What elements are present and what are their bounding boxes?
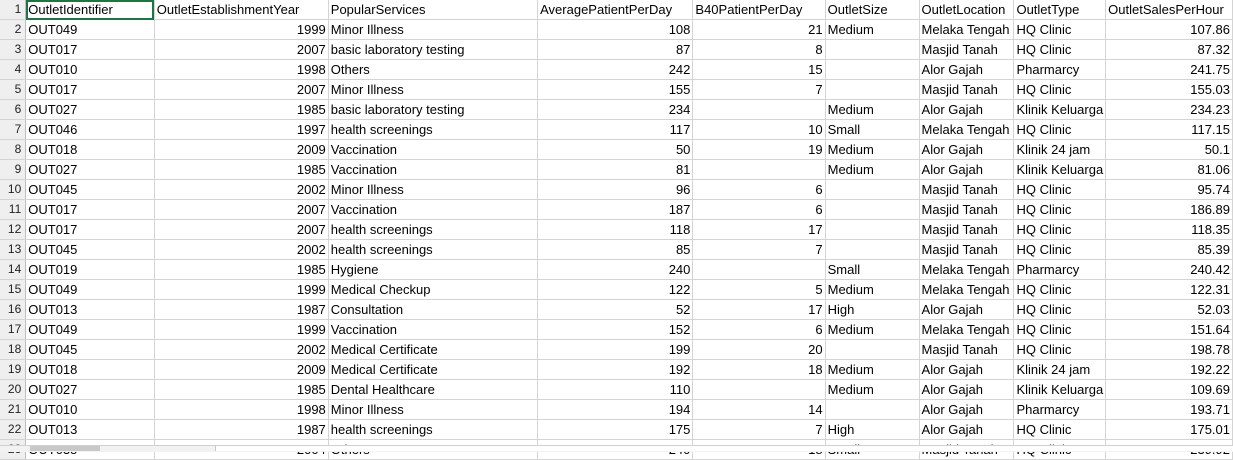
row-number[interactable]: 16 (0, 300, 26, 320)
data-cell[interactable]: HQ Clinic (1014, 320, 1106, 340)
data-cell[interactable]: 234.23 (1106, 100, 1233, 120)
data-cell[interactable] (825, 220, 919, 240)
data-cell[interactable] (825, 240, 919, 260)
data-cell[interactable]: 155.03 (1106, 80, 1233, 100)
data-cell[interactable]: HQ Clinic (1014, 80, 1106, 100)
data-cell[interactable]: 118.35 (1106, 220, 1233, 240)
data-cell[interactable]: OUT019 (26, 260, 155, 280)
data-cell[interactable] (693, 260, 825, 280)
data-cell[interactable]: 1997 (154, 120, 328, 140)
row-number[interactable]: 10 (0, 180, 26, 200)
data-cell[interactable]: 2007 (154, 80, 328, 100)
data-cell[interactable]: 15 (693, 60, 825, 80)
data-cell[interactable]: 2007 (154, 220, 328, 240)
row-number[interactable]: 2 (0, 20, 26, 40)
table-row (0, 100, 1233, 120)
data-cell[interactable]: 1985 (154, 160, 328, 180)
row-number[interactable]: 13 (0, 240, 26, 260)
data-cell[interactable]: OUT046 (26, 120, 155, 140)
data-cell[interactable]: HQ Clinic (1014, 180, 1106, 200)
data-cell[interactable]: 1998 (154, 400, 328, 420)
data-cell[interactable]: Medium (825, 380, 919, 400)
data-cell[interactable] (825, 60, 919, 80)
data-cell[interactable]: 2002 (154, 340, 328, 360)
data-cell[interactable]: OUT027 (26, 100, 155, 120)
data-cell[interactable]: 1999 (154, 280, 328, 300)
row-number[interactable]: 3 (0, 40, 26, 60)
row-number[interactable]: 20 (0, 380, 26, 400)
data-cell[interactable]: 2002 (154, 240, 328, 260)
data-cell[interactable]: OUT018 (26, 360, 155, 380)
data-cell[interactable]: OUT049 (26, 20, 155, 40)
data-cell[interactable] (693, 100, 825, 120)
data-cell[interactable]: 10 (693, 120, 825, 140)
data-cell[interactable]: 1999 (154, 20, 328, 40)
data-cell[interactable]: health screenings (328, 420, 537, 440)
data-cell[interactable]: Klinik Keluarga (1014, 380, 1106, 400)
table-row (0, 280, 1233, 300)
data-cell[interactable]: Small (825, 260, 919, 280)
table-row (0, 320, 1233, 340)
data-cell[interactable]: 122 (538, 280, 693, 300)
data-cell[interactable]: Medium (825, 320, 919, 340)
data-cell[interactable]: Small (825, 120, 919, 140)
table-row (0, 220, 1233, 240)
data-cell[interactable]: 151.64 (1106, 320, 1233, 340)
data-cell[interactable]: Medium (825, 280, 919, 300)
header-row (0, 0, 1233, 20)
data-cell[interactable]: 8 (693, 40, 825, 60)
row-number[interactable]: 6 (0, 100, 26, 120)
data-cell[interactable]: Vaccination (328, 140, 537, 160)
table-row (0, 180, 1233, 200)
data-cell[interactable]: Vaccination (328, 320, 537, 340)
data-cell[interactable]: OUT045 (26, 180, 155, 200)
data-cell[interactable]: 6 (693, 180, 825, 200)
data-cell[interactable]: Masjid Tanah (919, 240, 1014, 260)
data-cell[interactable]: 87 (538, 40, 693, 60)
table-row (0, 20, 1233, 40)
data-cell[interactable]: 7 (693, 80, 825, 100)
data-cell[interactable]: 107.86 (1106, 20, 1233, 40)
table-row (0, 60, 1233, 80)
data-cell[interactable]: Medium (825, 100, 919, 120)
data-cell[interactable]: 85 (538, 240, 693, 260)
data-cell[interactable]: 192.22 (1106, 360, 1233, 380)
row-number[interactable]: 4 (0, 60, 26, 80)
data-cell[interactable]: 1985 (154, 100, 328, 120)
data-cell[interactable]: basic laboratory testing (328, 100, 537, 120)
data-cell[interactable]: 1985 (154, 260, 328, 280)
data-cell[interactable]: Alor Gajah (919, 160, 1014, 180)
data-cell[interactable]: 109.69 (1106, 380, 1233, 400)
data-cell[interactable]: 52 (538, 300, 693, 320)
data-cell[interactable]: Medium (825, 20, 919, 40)
data-cell[interactable]: Pharmarcy (1014, 260, 1106, 280)
data-cell[interactable]: 81.06 (1106, 160, 1233, 180)
data-cell[interactable]: 19 (693, 140, 825, 160)
data-cell[interactable]: HQ Clinic (1014, 220, 1106, 240)
data-cell[interactable]: Melaka Tengah (919, 20, 1014, 40)
data-cell[interactable] (825, 180, 919, 200)
column-header-cell[interactable]: OutletType (1014, 0, 1106, 20)
row-number[interactable]: 5 (0, 80, 26, 100)
column-header-cell[interactable]: OutletIdentifier (26, 0, 155, 20)
data-cell[interactable]: 110 (538, 380, 693, 400)
data-cell[interactable]: OUT027 (26, 380, 155, 400)
data-cell[interactable]: OUT017 (26, 200, 155, 220)
data-cell[interactable]: OUT010 (26, 60, 155, 80)
table-row (0, 360, 1233, 380)
data-cell[interactable]: 175 (538, 420, 693, 440)
data-cell[interactable]: 193.71 (1106, 400, 1233, 420)
data-cell[interactable]: 117 (538, 120, 693, 140)
data-cell[interactable]: Hygiene (328, 260, 537, 280)
data-cell[interactable]: 175.01 (1106, 420, 1233, 440)
column-header-cell[interactable]: OutletLocation (919, 0, 1014, 20)
data-cell[interactable]: 198.78 (1106, 340, 1233, 360)
data-cell[interactable]: High (825, 420, 919, 440)
row-number[interactable]: 15 (0, 280, 26, 300)
table-row (0, 240, 1233, 260)
data-cell[interactable]: 50.1 (1106, 140, 1233, 160)
data-cell[interactable]: 50 (538, 140, 693, 160)
data-cell[interactable]: Minor Illness (328, 80, 537, 100)
data-cell[interactable]: Melaka Tengah (919, 280, 1014, 300)
data-cell[interactable]: OUT049 (26, 320, 155, 340)
table-row (0, 300, 1233, 320)
table-row (0, 80, 1233, 100)
data-cell[interactable]: 234 (538, 100, 693, 120)
data-cell[interactable]: 1987 (154, 300, 328, 320)
table-row (0, 420, 1233, 440)
data-cell[interactable]: 152 (538, 320, 693, 340)
data-cell[interactable]: OUT013 (26, 420, 155, 440)
column-header-cell[interactable]: B40PatientPerDay (693, 0, 825, 20)
row-number[interactable]: 12 (0, 220, 26, 240)
data-cell[interactable]: Alor Gajah (919, 380, 1014, 400)
data-cell[interactable]: OUT027 (26, 160, 155, 180)
data-cell[interactable]: HQ Clinic (1014, 300, 1106, 320)
data-cell[interactable]: 117.15 (1106, 120, 1233, 140)
data-cell[interactable]: 155 (538, 80, 693, 100)
data-cell[interactable]: 2002 (154, 180, 328, 200)
data-cell[interactable]: Klinik 24 jam (1014, 360, 1106, 380)
data-cell[interactable]: 7 (693, 420, 825, 440)
data-cell[interactable]: 1999 (154, 320, 328, 340)
data-cell[interactable]: 21 (693, 20, 825, 40)
data-cell[interactable]: Minor Illness (328, 180, 537, 200)
data-cell[interactable]: Masjid Tanah (919, 220, 1014, 240)
data-cell[interactable]: 242 (538, 60, 693, 80)
data-cell[interactable] (825, 80, 919, 100)
data-cell[interactable] (825, 340, 919, 360)
table-row (0, 260, 1233, 280)
data-cell[interactable]: health screenings (328, 220, 537, 240)
data-cell[interactable]: HQ Clinic (1014, 40, 1106, 60)
data-cell[interactable]: Vaccination (328, 160, 537, 180)
data-cell[interactable]: OUT017 (26, 220, 155, 240)
data-cell[interactable]: 122.31 (1106, 280, 1233, 300)
data-cell[interactable]: 1985 (154, 380, 328, 400)
data-cell[interactable]: 240 (538, 260, 693, 280)
data-cell[interactable]: Medical Checkup (328, 280, 537, 300)
data-cell[interactable]: 194 (538, 400, 693, 420)
row-number[interactable]: 7 (0, 120, 26, 140)
data-cell[interactable]: 7 (693, 240, 825, 260)
sheet-tab-area (30, 446, 100, 451)
row-number[interactable]: 21 (0, 400, 26, 420)
data-cell[interactable]: Melaka Tengah (919, 320, 1014, 340)
scrollbar-track[interactable] (215, 446, 1233, 451)
data-cell[interactable]: health screenings (328, 120, 537, 140)
data-cell[interactable] (693, 380, 825, 400)
column-header-cell[interactable]: AveragePatientPerDay (538, 0, 693, 20)
data-cell[interactable]: OUT017 (26, 40, 155, 60)
data-cell[interactable]: 5 (693, 280, 825, 300)
data-cell[interactable]: 2007 (154, 40, 328, 60)
data-cell[interactable]: 17 (693, 220, 825, 240)
data-cell[interactable]: Others (328, 60, 537, 80)
column-header-cell[interactable]: PopularServices (328, 0, 537, 20)
data-cell[interactable]: Alor Gajah (919, 100, 1014, 120)
data-cell[interactable]: 2007 (154, 200, 328, 220)
row-number[interactable]: 18 (0, 340, 26, 360)
data-cell[interactable]: 18 (693, 360, 825, 380)
row-number[interactable]: 1 (0, 0, 26, 20)
data-cell[interactable]: Medical Certificate (328, 360, 537, 380)
data-cell[interactable]: Masjid Tanah (919, 80, 1014, 100)
data-cell[interactable]: OUT017 (26, 80, 155, 100)
row-number[interactable]: 19 (0, 360, 26, 380)
data-cell[interactable]: OUT010 (26, 400, 155, 420)
data-cell[interactable]: HQ Clinic (1014, 200, 1106, 220)
row-number[interactable]: 8 (0, 140, 26, 160)
data-cell[interactable]: HQ Clinic (1014, 240, 1106, 260)
data-cell[interactable]: Melaka Tengah (919, 120, 1014, 140)
data-cell[interactable]: Alor Gajah (919, 60, 1014, 80)
data-cell[interactable]: Klinik Keluarga (1014, 160, 1106, 180)
data-cell[interactable]: Masjid Tanah (919, 340, 1014, 360)
data-cell[interactable]: OUT018 (26, 140, 155, 160)
data-cell[interactable]: Alor Gajah (919, 300, 1014, 320)
column-header-cell[interactable]: OutletEstablishmentYear (154, 0, 328, 20)
data-cell[interactable]: Minor Illness (328, 400, 537, 420)
row-number[interactable]: 11 (0, 200, 26, 220)
column-header-cell[interactable]: OutletSize (825, 0, 919, 20)
data-cell[interactable] (693, 160, 825, 180)
horizontal-scrollbar[interactable] (0, 445, 1233, 452)
table-row (0, 140, 1233, 160)
data-cell[interactable]: High (825, 300, 919, 320)
data-cell[interactable]: Masjid Tanah (919, 40, 1014, 60)
data-cell[interactable]: 95.74 (1106, 180, 1233, 200)
data-cell[interactable]: HQ Clinic (1014, 340, 1106, 360)
data-cell[interactable]: HQ Clinic (1014, 20, 1106, 40)
data-cell[interactable]: 14 (693, 400, 825, 420)
data-cell[interactable]: health screenings (328, 240, 537, 260)
data-cell[interactable]: 52.03 (1106, 300, 1233, 320)
table-row (0, 40, 1233, 60)
data-cell[interactable]: OUT049 (26, 280, 155, 300)
data-cell[interactable]: Consultation (328, 300, 537, 320)
data-cell[interactable]: OUT045 (26, 240, 155, 260)
data-cell[interactable]: 20 (693, 340, 825, 360)
table-row (0, 340, 1233, 360)
data-cell[interactable]: Pharmarcy (1014, 60, 1106, 80)
data-cell[interactable]: Masjid Tanah (919, 200, 1014, 220)
row-number[interactable]: 22 (0, 420, 26, 440)
data-cell[interactable]: 241.75 (1106, 60, 1233, 80)
data-cell[interactable]: 17 (693, 300, 825, 320)
data-cell[interactable]: 240.42 (1106, 260, 1233, 280)
table-row (0, 380, 1233, 400)
data-cell[interactable]: Medium (825, 140, 919, 160)
data-cell[interactable]: Alor Gajah (919, 420, 1014, 440)
data-cell[interactable]: 1998 (154, 60, 328, 80)
data-cell[interactable]: 85.39 (1106, 240, 1233, 260)
data-cell[interactable]: HQ Clinic (1014, 280, 1106, 300)
data-cell[interactable]: HQ Clinic (1014, 120, 1106, 140)
data-cell[interactable]: 192 (538, 360, 693, 380)
data-cell[interactable]: 118 (538, 220, 693, 240)
table-row (0, 200, 1233, 220)
data-cell[interactable]: Dental Healthcare (328, 380, 537, 400)
data-cell[interactable]: Klinik Keluarga (1014, 100, 1106, 120)
data-cell[interactable]: 87.32 (1106, 40, 1233, 60)
data-cell[interactable]: Medium (825, 160, 919, 180)
data-cell[interactable]: 187 (538, 200, 693, 220)
data-cell[interactable]: 6 (693, 200, 825, 220)
data-cell[interactable] (825, 40, 919, 60)
data-cell[interactable] (825, 400, 919, 420)
data-cell[interactable]: Alor Gajah (919, 360, 1014, 380)
data-cell[interactable]: Medium (825, 360, 919, 380)
data-cell[interactable]: Vaccination (328, 200, 537, 220)
column-header-cell[interactable]: OutletSalesPerHour (1106, 0, 1233, 20)
data-cell[interactable]: 96 (538, 180, 693, 200)
data-cell[interactable] (825, 200, 919, 220)
data-cell[interactable]: Alor Gajah (919, 140, 1014, 160)
data-cell[interactable]: Medical Certificate (328, 340, 537, 360)
table-row (0, 120, 1233, 140)
data-cell[interactable]: 6 (693, 320, 825, 340)
data-cell[interactable]: Klinik 24 jam (1014, 140, 1106, 160)
data-cell[interactable]: 108 (538, 20, 693, 40)
table-row (0, 160, 1233, 180)
data-cell[interactable]: basic laboratory testing (328, 40, 537, 60)
row-number[interactable]: 17 (0, 320, 26, 340)
data-cell[interactable]: Masjid Tanah (919, 180, 1014, 200)
data-cell[interactable]: 186.89 (1106, 200, 1233, 220)
data-cell[interactable]: 199 (538, 340, 693, 360)
data-cell[interactable]: 81 (538, 160, 693, 180)
table-row (0, 400, 1233, 420)
data-cell[interactable]: Minor Illness (328, 20, 537, 40)
data-cell[interactable]: Melaka Tengah (919, 260, 1014, 280)
data-cell[interactable]: OUT045 (26, 340, 155, 360)
row-number[interactable]: 14 (0, 260, 26, 280)
data-cell[interactable]: 1987 (154, 420, 328, 440)
data-cell[interactable]: 2009 (154, 140, 328, 160)
data-cell[interactable]: Alor Gajah (919, 400, 1014, 420)
data-cell[interactable]: HQ Clinic (1014, 420, 1106, 440)
data-cell[interactable]: Pharmarcy (1014, 400, 1106, 420)
data-cell[interactable]: OUT013 (26, 300, 155, 320)
row-number[interactable]: 9 (0, 160, 26, 180)
data-cell[interactable]: 2009 (154, 360, 328, 380)
